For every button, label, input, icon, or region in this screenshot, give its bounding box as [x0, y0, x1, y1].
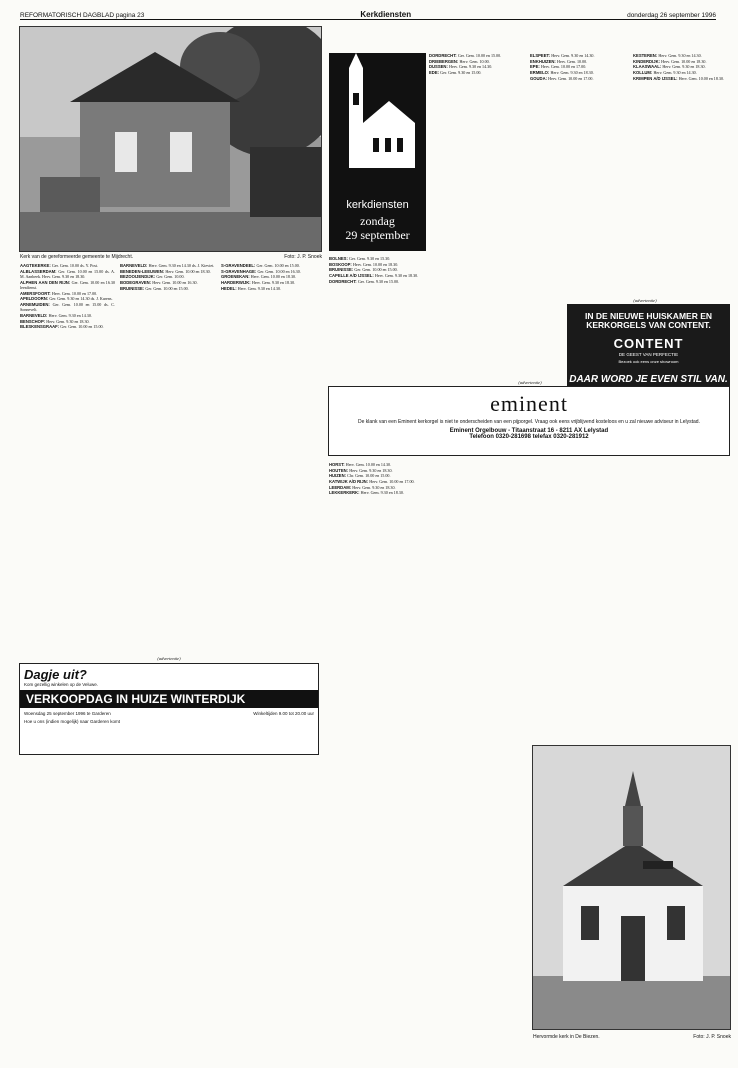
listing-services: Ger. Gem. 9.30 en 15.30.: [349, 256, 391, 261]
church-listing: [329, 273, 426, 278]
column-1a: [20, 263, 115, 655]
church-listing: [20, 319, 115, 324]
listing-services: Herv. Gem. 10.00.: [459, 58, 490, 64]
church-listing: [221, 280, 321, 285]
eminent-logo: eminent: [490, 391, 568, 416]
listing-place: HORST:: [329, 462, 346, 467]
column-2e: [430, 262, 525, 378]
listing-services: Herv. Gem. 9.30 en 14.30.: [653, 70, 697, 76]
eminent-text: De klank van een Eminent kerkorgel is niet te onderscheiden van een pijporgel. Vraag ook eens vrijblijvend kosteloos en u zal nieuwe adviseur in Lelystad.: [358, 419, 700, 425]
church-listing: [633, 59, 731, 64]
church-listing: [329, 479, 424, 484]
listing-services: Ger. Gem. 9.30 en 15.00.: [357, 278, 400, 284]
listing-services: Herv. Gem. 10.00 en 18.30.: [352, 261, 399, 267]
listing-place: ALPHEN AAN DEN RIJN:: [20, 279, 72, 285]
listing-services: Herv. Gem. 9.30 en 18.30.: [550, 70, 594, 76]
church-listing: [20, 291, 115, 296]
listing-place: HUIZEN:: [329, 473, 348, 479]
church-listing: [633, 70, 731, 75]
photo-caption-1: [20, 254, 322, 260]
dagje-bottom: Hoe u ons (indien mogelijk) naar Garderen komt: [24, 719, 121, 724]
listing-services: Herv. Gem. 10.00 en 17.00.: [369, 479, 415, 485]
listing-services: Ger. Gem. 10.00 en 16.30.: [257, 268, 301, 274]
church-listing: [329, 267, 426, 272]
church-icon: [329, 53, 426, 193]
listing-services: Ger. Gem. 9.30 en 14.30 ds. J. Karens.: [49, 296, 113, 302]
listing-place: BRUINISSE:: [329, 267, 355, 273]
listing-services: Herv. Gem. 10.00 en 17.00.: [540, 64, 587, 70]
church-listing: [120, 286, 215, 291]
listing-services: Herv. Gem. 9.30 en 18.30.: [360, 490, 404, 496]
listing-services: Ger. Gem. 10.00 en 15.00.: [354, 267, 398, 273]
listing-place: BEZOOIJENDIJK:: [120, 274, 157, 280]
content-ad-headline: IN DE NIEUWE HUISKAMER EN KERKORGELS VAN CONTENT.: [584, 311, 713, 330]
photo-de-biezen-church: [532, 745, 731, 1030]
listing-services: Ger. Gem. 10.00 en 15.00.: [256, 263, 300, 268]
dagje-date: Woensdag 25 september 1996 te Garderen: [24, 711, 111, 716]
listing-services: Herv. Gem. 9.30 en 14.30 ds. J. Kieviet.: [148, 263, 215, 268]
listing-services: Herv. Gem. 10.00 en 14.30.: [345, 462, 392, 467]
content-ad-tagline: DE GEEST VAN PERFECTIE: [618, 352, 679, 357]
church-listing: [20, 263, 115, 268]
dagje-hours: Winkeltijden 9.00 tot 20.00 uur: [253, 711, 314, 716]
advertentie-label-1: (advertentie): [633, 298, 657, 303]
dagje-uit-advertisement[interactable]: [19, 663, 319, 755]
listing-services: Ger. Gem. 10.00 en 15.00.: [60, 324, 104, 330]
church-listing: [221, 286, 321, 291]
listing-services: Herv. Gem. 10.00 en 16.30.: [152, 280, 198, 286]
listing-services: Herv. Gem. 10.00 en 18.30.: [678, 75, 725, 81]
content-ad-slogan: DAAR WORD JE EVEN STIL VAN.: [569, 374, 728, 385]
listing-services: Herv. Gem. 9.30 en 18.30.: [251, 280, 296, 286]
listing-place: BOSKOOP:: [329, 261, 353, 267]
church-listing: [20, 269, 115, 280]
listing-services: Herv. Gem. 9.30 en 14.30.: [449, 64, 493, 70]
section-title: Kerkdiensten: [360, 10, 412, 19]
column-4a: [20, 762, 115, 1060]
photo-caption-2: [533, 1034, 731, 1040]
column-3d: [633, 420, 731, 738]
church-listing: [633, 64, 731, 69]
listing-services: Herv. Gem. 9.30 en 14.30.: [551, 53, 595, 58]
caption-text: Kerk van de gereformeerde gemeente te Mijdrecht.: [20, 254, 134, 260]
church-listing: [221, 274, 321, 279]
church-listing: [633, 53, 731, 58]
listing-services: Ger. Gem. 10.00.: [156, 274, 185, 280]
listing-place: ENKHUIZEN:: [530, 58, 557, 64]
listing-place: DUSSEN:: [429, 64, 450, 70]
listing-services: Herv. Gem. 9.30 en 14.30.: [237, 285, 282, 291]
listing-place: GOUDA:: [530, 75, 549, 81]
dagje-title: Dagje uit?: [24, 667, 87, 682]
listing-place: LEERDAM:: [329, 484, 353, 490]
listing-place: EDE:: [429, 70, 441, 76]
listing-services: Herv. Gem. 9.30 en 18.30.: [46, 318, 90, 324]
listing-place: KATWIJK A/D RIJN:: [329, 479, 370, 485]
listing-place: S-GRAVENDEEL:: [221, 263, 257, 268]
column-1b: [120, 263, 215, 655]
column-3b: [429, 462, 526, 1060]
listing-place: BLESKENSGRAAF:: [20, 324, 61, 330]
listing-place: APELDOORN:: [20, 296, 50, 302]
column-2b: [530, 53, 628, 298]
listing-place: AMERSFOORT:: [20, 290, 52, 296]
church-listing: [120, 280, 215, 285]
church-listing: [120, 263, 215, 268]
hero-title: kerkdiensten: [346, 199, 409, 211]
caption-credit: Foto: J. P. Snoek: [284, 254, 322, 260]
eminent-address: Eminent Orgelbouw - Titaanstraat 16 - 8211 AX Lelystad: [449, 428, 609, 434]
listing-services: Herv. Gem. 10.00 en 17.00.: [548, 75, 594, 81]
listing-services: Herv. Gem. 9.30 en 18.30.: [352, 484, 396, 490]
listing-place: KESTEREN:: [633, 53, 659, 58]
listing-place: DORDRECHT:: [329, 278, 358, 284]
listing-services: Herv. Gem. 10.00.: [557, 58, 588, 64]
masthead-date: donderdag 26 september 1996: [627, 12, 716, 19]
listing-place: KLAASWAAL:: [633, 64, 663, 70]
advertentie-label-2: (advertentie): [518, 380, 542, 385]
listing-services: Chr. Gem. 10.00 en 15.00.: [347, 473, 391, 479]
listing-place: DRIEBERGEN:: [429, 58, 460, 64]
church-listing: [429, 70, 525, 75]
listing-services: Herv. Gem. 9.30 en 18.30.: [662, 64, 706, 70]
listing-services: Ger. Gem. 10.00 en 15.00 ds. A. M. Aanbeek. Herv. Gem. 9.30 en 18.30.: [20, 268, 115, 279]
listing-place: CAPELLE A/D IJSSEL:: [329, 273, 375, 279]
church-listing: [120, 269, 215, 274]
hero-day: zondag: [360, 214, 395, 228]
column-2c: [633, 53, 731, 298]
listing-place: S-GRAVENHAGE:: [221, 268, 258, 274]
church-listing: [429, 59, 525, 64]
listing-services: Ger. Gem. 10.00 en 15.00.: [145, 285, 189, 291]
church-listing: [429, 64, 525, 69]
church-listing: [633, 76, 731, 81]
listing-place: HOUTEN:: [329, 467, 350, 473]
content-ad-cta: Bezoek ook eens onze showroom: [618, 359, 679, 364]
column-2d: [329, 256, 426, 378]
listing-services: Herv. Gem. 10.00 en 18.30.: [250, 274, 297, 280]
listing-place: BENEDEN-LEEUWEN:: [120, 268, 166, 274]
listing-place: ALBLASSERDAM:: [20, 268, 59, 274]
column-3a: [329, 462, 424, 1060]
church-listing: [429, 53, 525, 58]
church-listing: [329, 462, 424, 467]
dagje-banner: VERKOOPDAG IN HUIZE WINTERDIJK: [20, 690, 318, 708]
listing-services: Herv. Gem. 9.30 en 14.30.: [48, 313, 92, 319]
listing-services: Herv. Gem. 10.00 en 18.30.: [661, 58, 707, 64]
listing-place: LEKKERKERK:: [329, 490, 361, 496]
content-ad-logo: CONTENT: [613, 336, 684, 351]
column-4c: [222, 762, 322, 1060]
listing-place: EPE:: [530, 64, 541, 70]
church-listing: [329, 485, 424, 490]
church-listing: [329, 473, 424, 478]
eminent-phone: Telefoon 0320-281698 telefax 0320-281912: [469, 434, 589, 440]
listing-services: Herv. Gem. 9.30 en 18.30.: [374, 273, 419, 279]
listing-place: BARNEVELD:: [120, 263, 149, 268]
church-listing: [530, 64, 628, 69]
listing-services: Ger. Gem. 10.00 en 15.00.: [457, 53, 502, 58]
listing-place: KOLLUM:: [633, 70, 654, 76]
church-listing: [120, 274, 215, 279]
masthead-left: REFORMATORISCH DAGBLAD pagina 23: [20, 12, 145, 19]
church-listing: [530, 76, 628, 81]
listing-place: ARNEMUIDEN:: [20, 302, 53, 308]
hero-date: 29 september: [345, 228, 410, 242]
advertentie-label-3: (advertentie): [157, 656, 181, 661]
church-photo-graphic: [20, 27, 322, 252]
church-listing: [221, 263, 321, 268]
listing-place: AAGTEKERKE:: [20, 263, 52, 268]
church-listing: [329, 468, 424, 473]
church-listing: [530, 53, 628, 58]
biezen-church-graphic: [533, 746, 731, 1030]
caption-text-2: Hervormde kerk in De Biezen.: [533, 1034, 600, 1040]
listing-place: BRUINISSE:: [120, 285, 146, 291]
listing-services: Ger. Gem. 10.00 en 16.30 leesdienst.: [20, 279, 115, 290]
church-listing: [20, 296, 115, 301]
church-listing: [329, 279, 426, 284]
hero-sub: [329, 214, 426, 242]
listing-place: BOLNES:: [329, 256, 350, 261]
listing-place: BENSCHOP:: [20, 318, 47, 324]
listing-place: KINDERDIJK:: [633, 58, 662, 64]
church-listing: [221, 269, 321, 274]
listing-place: BARNEVELD:: [20, 313, 49, 319]
masthead: [20, 8, 716, 20]
church-listing: [530, 59, 628, 64]
listing-place: DORDRECHT:: [429, 53, 458, 58]
listing-services: Herv. Gem. 9.30 en 14.30.: [658, 53, 702, 58]
listing-services: Herv. Gem. 10.00 en 17.00.: [51, 290, 98, 296]
listing-place: HEDEL:: [221, 285, 238, 291]
column-1c: [221, 263, 321, 655]
listing-place: GROENEKAN:: [221, 274, 251, 280]
listing-place: KRIMPEN A/D IJSSEL:: [633, 75, 679, 81]
listing-services: Ger. Gem. 10.00 en 15.00 ds. C. Sonnevelt.: [20, 302, 115, 313]
listing-place: ERMELO:: [530, 70, 551, 76]
listing-services: Herv. Gem. 9.30 en 18.30.: [349, 467, 393, 473]
listing-place: BODEGRAVEN:: [120, 280, 153, 286]
listing-place: HARDERWIJK:: [221, 280, 252, 286]
church-listing: [20, 302, 115, 313]
column-3c: [531, 420, 628, 738]
church-listing: [329, 256, 426, 261]
church-listing: [20, 324, 115, 329]
church-listing: [329, 490, 424, 495]
church-listing: [530, 70, 628, 75]
listing-services: Herv. Gem. 10.00 en 18.30.: [165, 268, 211, 274]
photo-mijdrecht-church: [19, 26, 322, 252]
listing-services: Ger. Gem. 10.00 ds. Y. Post.: [51, 263, 99, 268]
caption-credit-2: Foto: J. P. Snoek: [693, 1034, 731, 1040]
column-4b: [120, 762, 217, 1060]
church-listing: [329, 262, 426, 267]
church-listing: [20, 280, 115, 291]
listing-place: ELSPEET:: [530, 53, 552, 58]
listing-services: Ger. Gem. 9.30 en 15.00.: [440, 70, 482, 76]
dagje-subtitle: Kom gezellig winkelen op de Veluwe.: [24, 682, 99, 687]
church-listing: [20, 313, 115, 318]
